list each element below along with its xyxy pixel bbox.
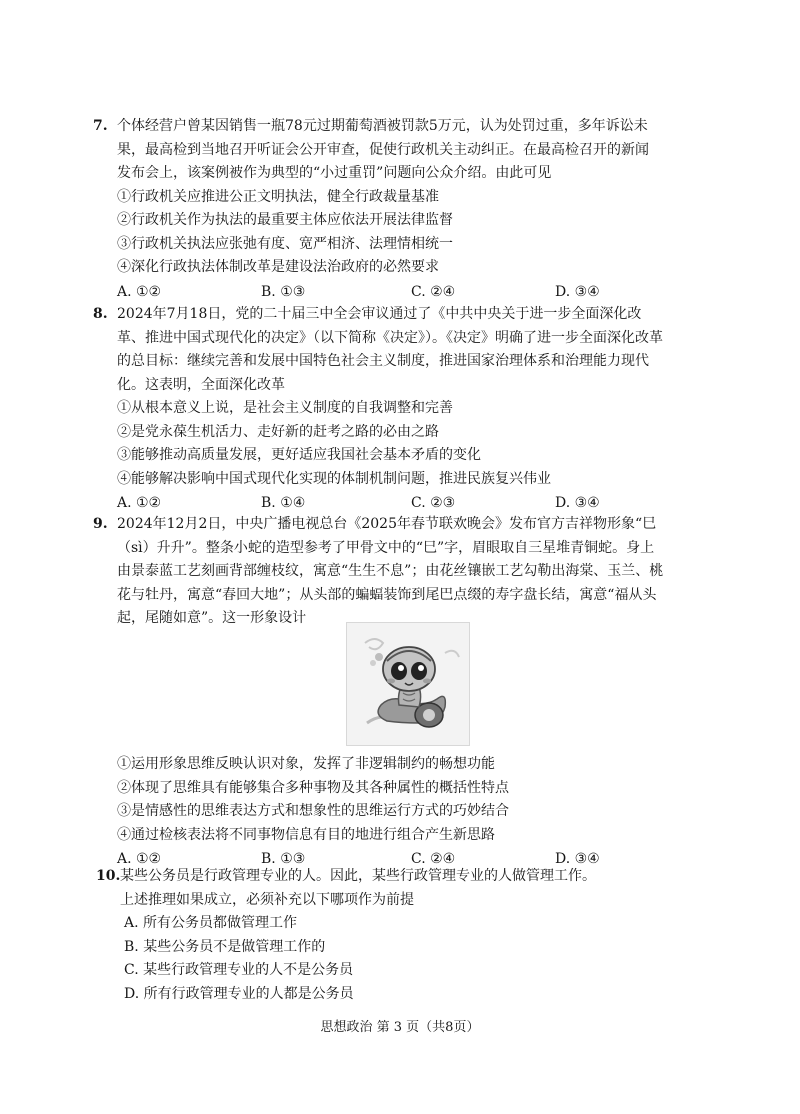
question-stem-line: 化。这表明，全面深化改革 <box>117 376 285 393</box>
question-stem-line: 革、推进中国式现代化的决定》（以下简称《决定》）。《决定》明确了进一步全面深化改革 <box>117 329 663 346</box>
question-stem-line: 8. 2024年7月18日，党的二十届三中全会审议通过了《中共中央关于进一步全面深化改 <box>93 303 723 327</box>
statement-option: ③是情感性的思维表达方式和想象性的思维运行方式的巧妙结合 <box>117 803 509 819</box>
question-8 <box>93 303 723 515</box>
question-number: 10. <box>96 868 121 884</box>
choice-a[interactable]: A. 所有公务员都做管理工作 <box>124 915 298 931</box>
choice-b[interactable]: B. 某些公务员不是做管理工作的 <box>124 938 326 955</box>
choice-a[interactable]: A. ①② <box>117 851 162 867</box>
choice-c[interactable]: C. 某些行政管理专业的人不是公务员 <box>124 962 354 978</box>
statement-option: ④通过检核表法将不同事物信息有目的地进行组合产生新思路 <box>117 826 495 843</box>
choice-c[interactable]: C. ②④ <box>411 851 456 867</box>
question-stem-line: 发布会上，该案例被作为典型的“小过重罚”问题向公众介绍。由此可见 <box>117 165 552 181</box>
question-stem-line: 9. 2024年12月2日，中央广播电视总台《2025年春节联欢晚会》发布官方吉祥物形象“巳 <box>93 513 723 537</box>
question-stem-line: 上述推理如果成立，必须补充以下哪项作为前提 <box>120 891 414 908</box>
statement-option: ②是党永葆生机活力、走好新的赶考之路的必由之路 <box>117 423 439 440</box>
question-stem-line: 7. 个体经营户曾某因销售一瓶78元过期葡萄酒被罚款5万元，认为处罚过重，多年诉讼未 <box>93 115 723 139</box>
choice-c[interactable]: C. ②④ <box>411 283 456 300</box>
snake-mascot-image <box>346 622 470 746</box>
choice-a[interactable]: A. ①② <box>117 283 162 300</box>
choice-d[interactable]: D. ③④ <box>555 495 600 511</box>
question-stem-line: 的总目标：继续完善和发展中国特色社会主义制度，推进国家治理体系和治理能力现代 <box>117 353 649 369</box>
question-number: 9. <box>93 516 108 532</box>
statement-option: ③行政机关执法应张弛有度、宽严相济、法理情相统一 <box>117 235 453 252</box>
statement-option: ①运用形象思维反映认识对象，发挥了非逻辑制约的畅想功能 <box>117 756 495 772</box>
statement-option: ②体现了思维具有能够集合多种事物及其各种属性的概括性特点 <box>117 779 509 796</box>
question-9 <box>93 513 723 631</box>
question-stem-line: （sì）升升”。整条小蛇的造型参考了甲骨文中的“巳”字，眉眼取自三星堆青铜蛇。身上 <box>117 539 655 556</box>
statement-option: ④深化行政执法体制改革是建设法治政府的必然要求 <box>117 259 439 275</box>
question-stem-line: 花与牡丹，寓意“春回大地”；从头部的蝙蝠装饰到尾巴点缀的寿字盘长结，寓意“福从头 <box>117 586 657 603</box>
question-10 <box>96 865 726 1006</box>
question-stem-line: 果，最高检到当地召开听证会公开审查，促使行政机关主动纠正。在最高检召开的新闻 <box>117 141 649 158</box>
question-stem-line: 10.某些公务员是行政管理专业的人。因此，某些行政管理专业的人做管理工作。 <box>96 865 726 889</box>
choice-b[interactable]: B. ①③ <box>261 851 306 867</box>
choice-c[interactable]: C. ②③ <box>411 495 456 511</box>
choice-b[interactable]: B. ①③ <box>261 283 306 300</box>
statement-option: ③能够推动高质量发展，更好适应我国社会基本矛盾的变化 <box>117 447 481 463</box>
choice-a[interactable]: A. ①② <box>117 495 162 511</box>
snake-mascot-illustration <box>347 623 469 745</box>
question-stem-line: 由景泰蓝工艺刻画背部缠枝纹，寓意“生生不息”；由花丝镶嵌工艺勾勒出海棠、玉兰、桃 <box>117 563 664 579</box>
question-number: 8. <box>93 306 108 322</box>
question-stem-line: 起，尾随如意”。这一形象设计 <box>117 610 307 626</box>
choice-d[interactable]: D. ③④ <box>555 851 600 867</box>
answer-choices <box>93 491 723 515</box>
choice-d[interactable]: D. ③④ <box>555 283 600 300</box>
question-number: 7. <box>93 118 108 134</box>
question-7 <box>93 115 723 304</box>
page-footer: 思想政治 第 3 页（共8页） <box>320 1020 480 1035</box>
statement-option: ④能够解决影响中国式现代化实现的体制机制问题，推进民族复兴伟业 <box>117 470 551 487</box>
statement-option: ①行政机关应推进公正文明执法，健全行政裁量基准 <box>117 188 439 205</box>
statement-option: ②行政机关作为执法的最重要主体应依法开展法律监督 <box>117 212 453 228</box>
choice-d[interactable]: D. 所有行政管理专业的人都是公务员 <box>124 985 354 1002</box>
choice-b[interactable]: B. ①④ <box>261 495 306 511</box>
answer-choices <box>93 280 723 304</box>
statement-option: ①从根本意义上说，是社会主义制度的自我调整和完善 <box>117 400 453 416</box>
question-9-options <box>93 753 723 871</box>
